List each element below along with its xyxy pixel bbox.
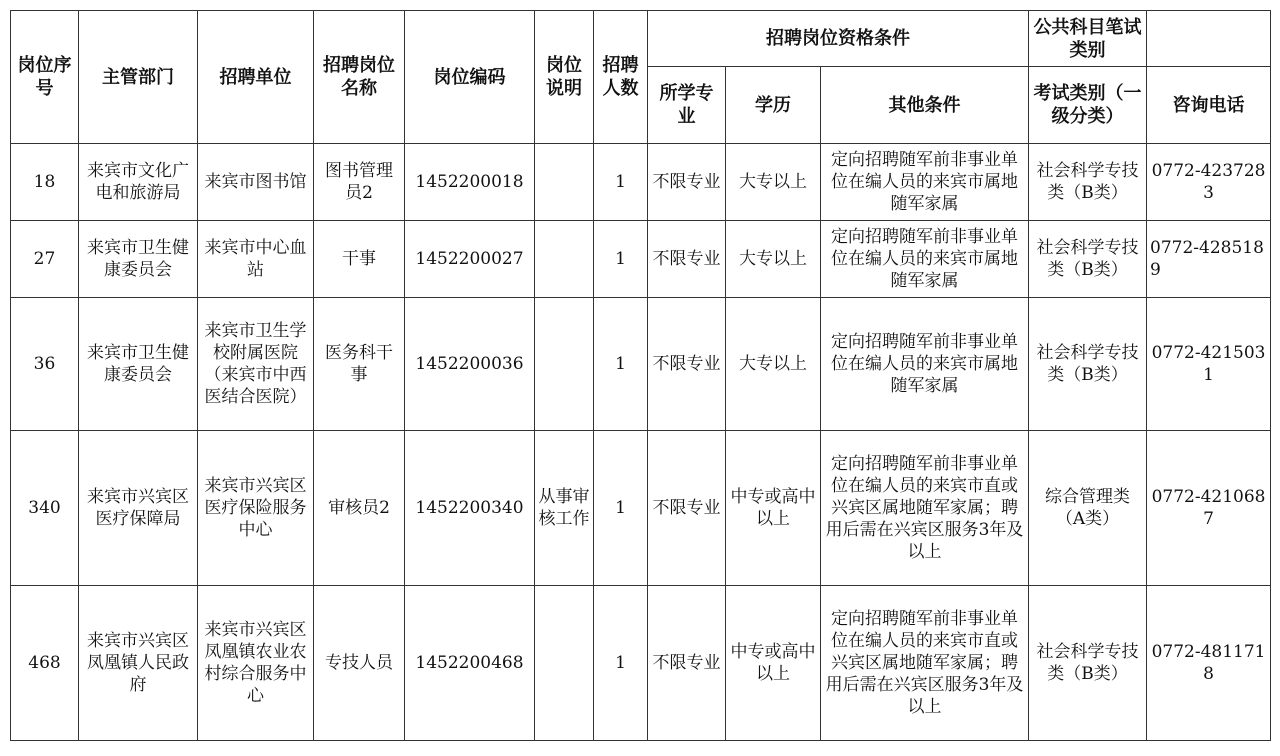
cell-dept: 来宾市兴宾区医疗保障局: [79, 431, 198, 586]
cell-dept: 来宾市卫生健康委员会: [79, 221, 198, 298]
header-desc: 岗位说明: [535, 11, 594, 144]
header-unit: 招聘单位: [198, 11, 314, 144]
cell-other: 定向招聘随军前非事业单位在编人员的来宾市属地随军家属: [821, 221, 1029, 298]
cell-desc: [535, 221, 594, 298]
cell-other: 定向招聘随军前非事业单位在编人员的来宾市属地随军家属: [821, 144, 1029, 221]
header-other: 其他条件: [821, 67, 1029, 144]
cell-phone: 0772-4285189: [1147, 221, 1271, 298]
cell-position: 专技人员: [314, 586, 405, 741]
header-count: 招聘人数: [594, 11, 648, 144]
header-row-1: [11, 11, 1271, 67]
table-row: [11, 431, 1271, 586]
header-major: 所学专业: [648, 67, 726, 144]
cell-code: 1452200018: [405, 144, 535, 221]
cell-code: 1452200036: [405, 298, 535, 431]
header-qualification-group: 招聘岗位资格条件: [648, 11, 1029, 67]
cell-count: 1: [594, 221, 648, 298]
cell-code: 1452200027: [405, 221, 535, 298]
cell-seq: 468: [11, 586, 79, 741]
cell-position: 审核员2: [314, 431, 405, 586]
recruitment-table: [10, 10, 1271, 741]
header-code: 岗位编码: [405, 11, 535, 144]
cell-position: 医务科干事: [314, 298, 405, 431]
cell-seq: 18: [11, 144, 79, 221]
cell-unit: 来宾市图书馆: [198, 144, 314, 221]
cell-seq: 340: [11, 431, 79, 586]
cell-position: 图书管理员2: [314, 144, 405, 221]
cell-desc: [535, 298, 594, 431]
table-row: [11, 586, 1271, 741]
cell-major: 不限专业: [648, 144, 726, 221]
cell-desc: [535, 586, 594, 741]
cell-count: 1: [594, 431, 648, 586]
header-exam-type: 考试类别（一级分类）: [1029, 67, 1147, 144]
header-position: 招聘岗位名称: [314, 11, 405, 144]
header-empty: [1147, 11, 1271, 67]
cell-count: 1: [594, 298, 648, 431]
cell-exam: 社会科学专技类（B类）: [1029, 221, 1147, 298]
header-edu: 学历: [726, 67, 821, 144]
table-row: [11, 144, 1271, 221]
cell-seq: 27: [11, 221, 79, 298]
cell-dept: 来宾市卫生健康委员会: [79, 298, 198, 431]
cell-exam: 社会科学专技类（B类）: [1029, 144, 1147, 221]
cell-edu: 大专以上: [726, 298, 821, 431]
cell-count: 1: [594, 144, 648, 221]
cell-phone: 0772-4215031: [1147, 298, 1271, 431]
cell-unit: 来宾市卫生学校附属医院（来宾市中西医结合医院）: [198, 298, 314, 431]
cell-phone: 0772-4210687: [1147, 431, 1271, 586]
cell-major: 不限专业: [648, 431, 726, 586]
cell-exam: 社会科学专技类（B类）: [1029, 586, 1147, 741]
header-phone: 咨询电话: [1147, 67, 1271, 144]
cell-major: 不限专业: [648, 221, 726, 298]
table-row: [11, 298, 1271, 431]
cell-dept: 来宾市兴宾区凤凰镇人民政府: [79, 586, 198, 741]
cell-position: 干事: [314, 221, 405, 298]
header-seq: 岗位序号: [11, 11, 79, 144]
cell-desc: [535, 144, 594, 221]
cell-edu: 大专以上: [726, 221, 821, 298]
cell-exam: 社会科学专技类（B类）: [1029, 298, 1147, 431]
cell-code: 1452200340: [405, 431, 535, 586]
cell-exam: 综合管理类（A类）: [1029, 431, 1147, 586]
cell-edu: 大专以上: [726, 144, 821, 221]
cell-count: 1: [594, 586, 648, 741]
cell-unit: 来宾市中心血站: [198, 221, 314, 298]
cell-phone: 0772-4237283: [1147, 144, 1271, 221]
cell-edu: 中专或高中以上: [726, 586, 821, 741]
cell-phone: 0772-4811718: [1147, 586, 1271, 741]
cell-edu: 中专或高中以上: [726, 431, 821, 586]
cell-unit: 来宾市兴宾区凤凰镇农业农村综合服务中心: [198, 586, 314, 741]
header-dept: 主管部门: [79, 11, 198, 144]
cell-other: 定向招聘随军前非事业单位在编人员的来宾市直或兴宾区属地随军家属；聘用后需在兴宾区服务3年及以上: [821, 586, 1029, 741]
cell-unit: 来宾市兴宾区医疗保险服务中心: [198, 431, 314, 586]
cell-desc: 从事审核工作: [535, 431, 594, 586]
header-exam-group: 公共科目笔试类别: [1029, 11, 1147, 67]
table-row: [11, 221, 1271, 298]
cell-code: 1452200468: [405, 586, 535, 741]
cell-major: 不限专业: [648, 298, 726, 431]
cell-other: 定向招聘随军前非事业单位在编人员的来宾市属地随军家属: [821, 298, 1029, 431]
cell-seq: 36: [11, 298, 79, 431]
cell-major: 不限专业: [648, 586, 726, 741]
cell-other: 定向招聘随军前非事业单位在编人员的来宾市直或兴宾区属地随军家属；聘用后需在兴宾区服务3年及以上: [821, 431, 1029, 586]
cell-dept: 来宾市文化广电和旅游局: [79, 144, 198, 221]
